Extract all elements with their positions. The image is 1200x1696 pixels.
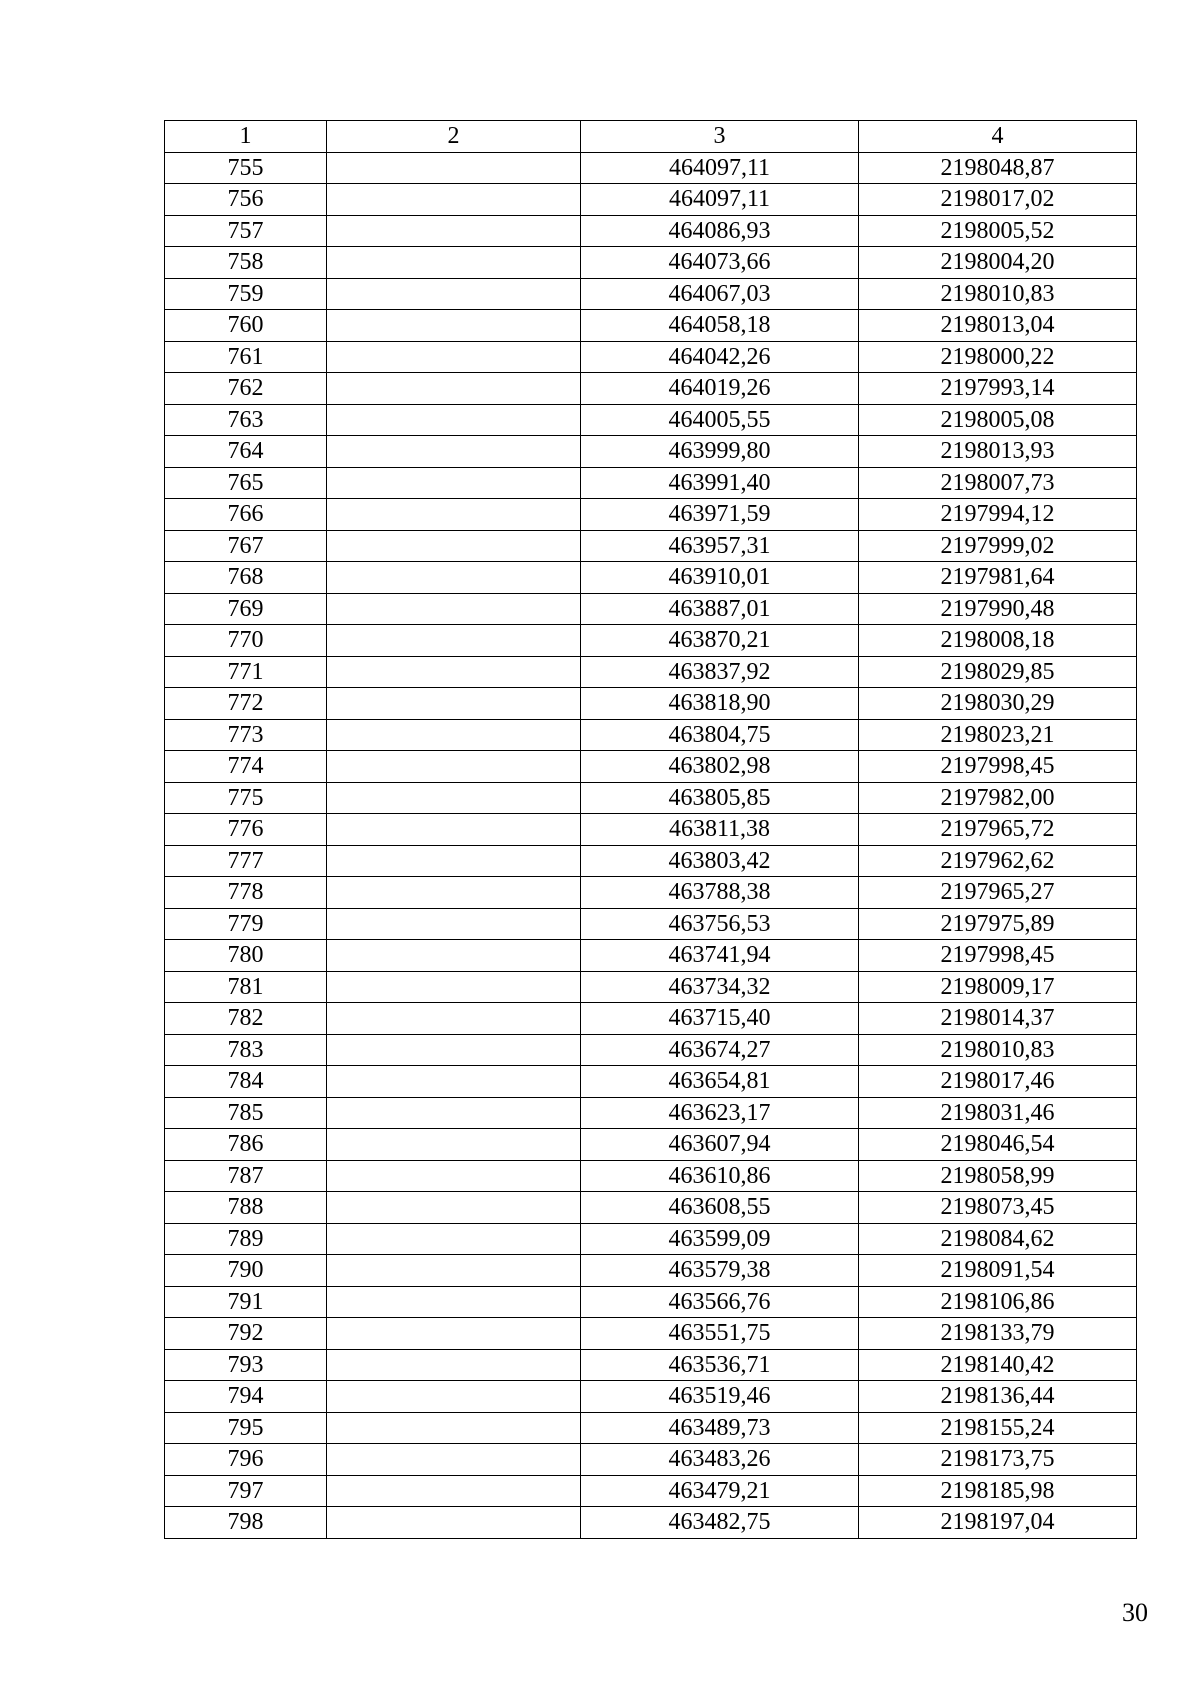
point-number-cell: 793 — [165, 1349, 327, 1381]
y-coordinate-cell: 2198013,04 — [859, 310, 1137, 342]
point-number-cell: 773 — [165, 719, 327, 751]
point-number-cell: 796 — [165, 1444, 327, 1476]
empty-cell — [327, 940, 581, 972]
column-header-1: 1 — [165, 121, 327, 153]
point-number-cell: 759 — [165, 278, 327, 310]
table-row — [165, 373, 1137, 405]
x-coordinate-cell: 463734,32 — [581, 971, 859, 1003]
empty-cell — [327, 1160, 581, 1192]
x-coordinate-cell: 463837,92 — [581, 656, 859, 688]
x-coordinate-cell: 464097,11 — [581, 152, 859, 184]
x-coordinate-cell: 464058,18 — [581, 310, 859, 342]
table-row — [165, 436, 1137, 468]
empty-cell — [327, 1034, 581, 1066]
point-number-cell: 775 — [165, 782, 327, 814]
empty-cell — [327, 1475, 581, 1507]
point-number-cell: 765 — [165, 467, 327, 499]
x-coordinate-cell: 463654,81 — [581, 1066, 859, 1098]
x-coordinate-cell: 463910,01 — [581, 562, 859, 594]
x-coordinate-cell: 463674,27 — [581, 1034, 859, 1066]
y-coordinate-cell: 2197982,00 — [859, 782, 1137, 814]
point-number-cell: 755 — [165, 152, 327, 184]
table-row — [165, 1381, 1137, 1413]
table-row — [165, 404, 1137, 436]
y-coordinate-cell: 2197994,12 — [859, 499, 1137, 531]
y-coordinate-cell: 2198010,83 — [859, 1034, 1137, 1066]
table-row — [165, 625, 1137, 657]
y-coordinate-cell: 2198017,02 — [859, 184, 1137, 216]
point-number-cell: 769 — [165, 593, 327, 625]
empty-cell — [327, 593, 581, 625]
point-number-cell: 797 — [165, 1475, 327, 1507]
header-row — [165, 121, 1137, 153]
point-number-cell: 798 — [165, 1507, 327, 1539]
point-number-cell: 784 — [165, 1066, 327, 1098]
point-number-cell: 794 — [165, 1381, 327, 1413]
y-coordinate-cell: 2198106,86 — [859, 1286, 1137, 1318]
y-coordinate-cell: 2198007,73 — [859, 467, 1137, 499]
point-number-cell: 756 — [165, 184, 327, 216]
empty-cell — [327, 1444, 581, 1476]
point-number-cell: 767 — [165, 530, 327, 562]
table-row — [165, 1223, 1137, 1255]
table-row — [165, 1097, 1137, 1129]
point-number-cell: 789 — [165, 1223, 327, 1255]
x-coordinate-cell: 463802,98 — [581, 751, 859, 783]
table-row — [165, 499, 1137, 531]
table-row — [165, 593, 1137, 625]
empty-cell — [327, 782, 581, 814]
y-coordinate-cell: 2197998,45 — [859, 940, 1137, 972]
table-row — [165, 908, 1137, 940]
empty-cell — [327, 278, 581, 310]
table-row — [165, 782, 1137, 814]
table-row — [165, 278, 1137, 310]
table-row — [165, 1003, 1137, 1035]
empty-cell — [327, 1255, 581, 1287]
x-coordinate-cell: 463489,73 — [581, 1412, 859, 1444]
table-body — [165, 152, 1137, 1538]
empty-cell — [327, 184, 581, 216]
x-coordinate-cell: 463566,76 — [581, 1286, 859, 1318]
empty-cell — [327, 1381, 581, 1413]
point-number-cell: 787 — [165, 1160, 327, 1192]
y-coordinate-cell: 2197962,62 — [859, 845, 1137, 877]
empty-cell — [327, 814, 581, 846]
table-row — [165, 940, 1137, 972]
x-coordinate-cell: 463971,59 — [581, 499, 859, 531]
y-coordinate-cell: 2198048,87 — [859, 152, 1137, 184]
table-row — [165, 467, 1137, 499]
table-row — [165, 215, 1137, 247]
empty-cell — [327, 1318, 581, 1350]
y-coordinate-cell: 2198005,52 — [859, 215, 1137, 247]
empty-cell — [327, 1507, 581, 1539]
x-coordinate-cell: 463479,21 — [581, 1475, 859, 1507]
empty-cell — [327, 845, 581, 877]
y-coordinate-cell: 2197999,02 — [859, 530, 1137, 562]
empty-cell — [327, 530, 581, 562]
table-row — [165, 152, 1137, 184]
table-row — [165, 1160, 1137, 1192]
y-coordinate-cell: 2197998,45 — [859, 751, 1137, 783]
table-header — [165, 121, 1137, 153]
point-number-cell: 795 — [165, 1412, 327, 1444]
x-coordinate-cell: 463608,55 — [581, 1192, 859, 1224]
point-number-cell: 782 — [165, 1003, 327, 1035]
x-coordinate-cell: 463715,40 — [581, 1003, 859, 1035]
x-coordinate-cell: 463818,90 — [581, 688, 859, 720]
y-coordinate-cell: 2198046,54 — [859, 1129, 1137, 1161]
x-coordinate-cell: 464097,11 — [581, 184, 859, 216]
point-number-cell: 778 — [165, 877, 327, 909]
table-row — [165, 310, 1137, 342]
x-coordinate-cell: 463519,46 — [581, 1381, 859, 1413]
table-row — [165, 1444, 1137, 1476]
table-row — [165, 814, 1137, 846]
point-number-cell: 792 — [165, 1318, 327, 1350]
empty-cell — [327, 656, 581, 688]
y-coordinate-cell: 2198155,24 — [859, 1412, 1137, 1444]
x-coordinate-cell: 463483,26 — [581, 1444, 859, 1476]
table-row — [165, 1034, 1137, 1066]
point-number-cell: 790 — [165, 1255, 327, 1287]
y-coordinate-cell: 2198005,08 — [859, 404, 1137, 436]
point-number-cell: 761 — [165, 341, 327, 373]
empty-cell — [327, 152, 581, 184]
x-coordinate-cell: 464067,03 — [581, 278, 859, 310]
x-coordinate-cell: 463805,85 — [581, 782, 859, 814]
point-number-cell: 788 — [165, 1192, 327, 1224]
y-coordinate-cell: 2198000,22 — [859, 341, 1137, 373]
table-row — [165, 1318, 1137, 1350]
empty-cell — [327, 1003, 581, 1035]
point-number-cell: 780 — [165, 940, 327, 972]
x-coordinate-cell: 463536,71 — [581, 1349, 859, 1381]
x-coordinate-cell: 463957,31 — [581, 530, 859, 562]
empty-cell — [327, 971, 581, 1003]
point-number-cell: 758 — [165, 247, 327, 279]
table-row — [165, 1192, 1137, 1224]
page-number: 30 — [1122, 1598, 1148, 1627]
y-coordinate-cell: 2198009,17 — [859, 971, 1137, 1003]
y-coordinate-cell: 2198014,37 — [859, 1003, 1137, 1035]
empty-cell — [327, 436, 581, 468]
empty-cell — [327, 719, 581, 751]
x-coordinate-cell: 463999,80 — [581, 436, 859, 468]
x-coordinate-cell: 464086,93 — [581, 215, 859, 247]
table-row — [165, 845, 1137, 877]
empty-cell — [327, 1097, 581, 1129]
table-row — [165, 656, 1137, 688]
x-coordinate-cell: 463756,53 — [581, 908, 859, 940]
point-number-cell: 766 — [165, 499, 327, 531]
x-coordinate-cell: 464005,55 — [581, 404, 859, 436]
y-coordinate-cell: 2198173,75 — [859, 1444, 1137, 1476]
y-coordinate-cell: 2197993,14 — [859, 373, 1137, 405]
empty-cell — [327, 373, 581, 405]
point-number-cell: 771 — [165, 656, 327, 688]
x-coordinate-cell: 463804,75 — [581, 719, 859, 751]
x-coordinate-cell: 463991,40 — [581, 467, 859, 499]
table-row — [165, 1255, 1137, 1287]
y-coordinate-cell: 2198030,29 — [859, 688, 1137, 720]
x-coordinate-cell: 463579,38 — [581, 1255, 859, 1287]
point-number-cell: 757 — [165, 215, 327, 247]
x-coordinate-cell: 463607,94 — [581, 1129, 859, 1161]
empty-cell — [327, 215, 581, 247]
table-row — [165, 1412, 1137, 1444]
table-row — [165, 688, 1137, 720]
x-coordinate-cell: 463811,38 — [581, 814, 859, 846]
y-coordinate-cell: 2197990,48 — [859, 593, 1137, 625]
point-number-cell: 777 — [165, 845, 327, 877]
table-row — [165, 1507, 1137, 1539]
empty-cell — [327, 404, 581, 436]
empty-cell — [327, 751, 581, 783]
empty-cell — [327, 467, 581, 499]
column-header-2: 2 — [327, 121, 581, 153]
table-row — [165, 184, 1137, 216]
empty-cell — [327, 1129, 581, 1161]
y-coordinate-cell: 2198031,46 — [859, 1097, 1137, 1129]
point-number-cell: 768 — [165, 562, 327, 594]
x-coordinate-cell: 463610,86 — [581, 1160, 859, 1192]
empty-cell — [327, 247, 581, 279]
point-number-cell: 774 — [165, 751, 327, 783]
y-coordinate-cell: 2198084,62 — [859, 1223, 1137, 1255]
empty-cell — [327, 625, 581, 657]
y-coordinate-cell: 2198197,04 — [859, 1507, 1137, 1539]
y-coordinate-cell: 2198091,54 — [859, 1255, 1137, 1287]
point-number-cell: 770 — [165, 625, 327, 657]
point-number-cell: 760 — [165, 310, 327, 342]
y-coordinate-cell: 2197975,89 — [859, 908, 1137, 940]
point-number-cell: 785 — [165, 1097, 327, 1129]
table-row — [165, 1286, 1137, 1318]
point-number-cell: 781 — [165, 971, 327, 1003]
y-coordinate-cell: 2198008,18 — [859, 625, 1137, 657]
table-row — [165, 971, 1137, 1003]
x-coordinate-cell: 463623,17 — [581, 1097, 859, 1129]
table-row — [165, 1129, 1137, 1161]
empty-cell — [327, 562, 581, 594]
point-number-cell: 786 — [165, 1129, 327, 1161]
y-coordinate-cell: 2198023,21 — [859, 719, 1137, 751]
x-coordinate-cell: 463741,94 — [581, 940, 859, 972]
y-coordinate-cell: 2197965,27 — [859, 877, 1137, 909]
x-coordinate-cell: 464042,26 — [581, 341, 859, 373]
point-number-cell: 763 — [165, 404, 327, 436]
x-coordinate-cell: 463870,21 — [581, 625, 859, 657]
point-number-cell: 762 — [165, 373, 327, 405]
table-row — [165, 751, 1137, 783]
empty-cell — [327, 877, 581, 909]
table-row — [165, 562, 1137, 594]
point-number-cell: 783 — [165, 1034, 327, 1066]
point-number-cell: 779 — [165, 908, 327, 940]
x-coordinate-cell: 464019,26 — [581, 373, 859, 405]
empty-cell — [327, 688, 581, 720]
table-row — [165, 341, 1137, 373]
point-number-cell: 764 — [165, 436, 327, 468]
x-coordinate-cell: 463551,75 — [581, 1318, 859, 1350]
point-number-cell: 772 — [165, 688, 327, 720]
y-coordinate-cell: 2198013,93 — [859, 436, 1137, 468]
y-coordinate-cell: 2198029,85 — [859, 656, 1137, 688]
table-row — [165, 530, 1137, 562]
y-coordinate-cell: 2197981,64 — [859, 562, 1137, 594]
x-coordinate-cell: 463803,42 — [581, 845, 859, 877]
empty-cell — [327, 341, 581, 373]
y-coordinate-cell: 2197965,72 — [859, 814, 1137, 846]
column-header-4: 4 — [859, 121, 1137, 153]
empty-cell — [327, 908, 581, 940]
empty-cell — [327, 1066, 581, 1098]
y-coordinate-cell: 2198073,45 — [859, 1192, 1137, 1224]
x-coordinate-cell: 464073,66 — [581, 247, 859, 279]
y-coordinate-cell: 2198004,20 — [859, 247, 1137, 279]
table-row — [165, 1475, 1137, 1507]
table-row — [165, 877, 1137, 909]
y-coordinate-cell: 2198058,99 — [859, 1160, 1137, 1192]
point-number-cell: 791 — [165, 1286, 327, 1318]
y-coordinate-cell: 2198185,98 — [859, 1475, 1137, 1507]
y-coordinate-cell: 2198010,83 — [859, 278, 1137, 310]
empty-cell — [327, 1223, 581, 1255]
point-number-cell: 776 — [165, 814, 327, 846]
y-coordinate-cell: 2198017,46 — [859, 1066, 1137, 1098]
table-row — [165, 247, 1137, 279]
empty-cell — [327, 1286, 581, 1318]
y-coordinate-cell: 2198140,42 — [859, 1349, 1137, 1381]
empty-cell — [327, 1192, 581, 1224]
table-row — [165, 719, 1137, 751]
table-row — [165, 1349, 1137, 1381]
empty-cell — [327, 499, 581, 531]
x-coordinate-cell: 463599,09 — [581, 1223, 859, 1255]
x-coordinate-cell: 463788,38 — [581, 877, 859, 909]
empty-cell — [327, 1412, 581, 1444]
coordinates-table — [164, 120, 1137, 1539]
column-header-3: 3 — [581, 121, 859, 153]
y-coordinate-cell: 2198136,44 — [859, 1381, 1137, 1413]
x-coordinate-cell: 463887,01 — [581, 593, 859, 625]
empty-cell — [327, 1349, 581, 1381]
x-coordinate-cell: 463482,75 — [581, 1507, 859, 1539]
empty-cell — [327, 310, 581, 342]
table-row — [165, 1066, 1137, 1098]
y-coordinate-cell: 2198133,79 — [859, 1318, 1137, 1350]
